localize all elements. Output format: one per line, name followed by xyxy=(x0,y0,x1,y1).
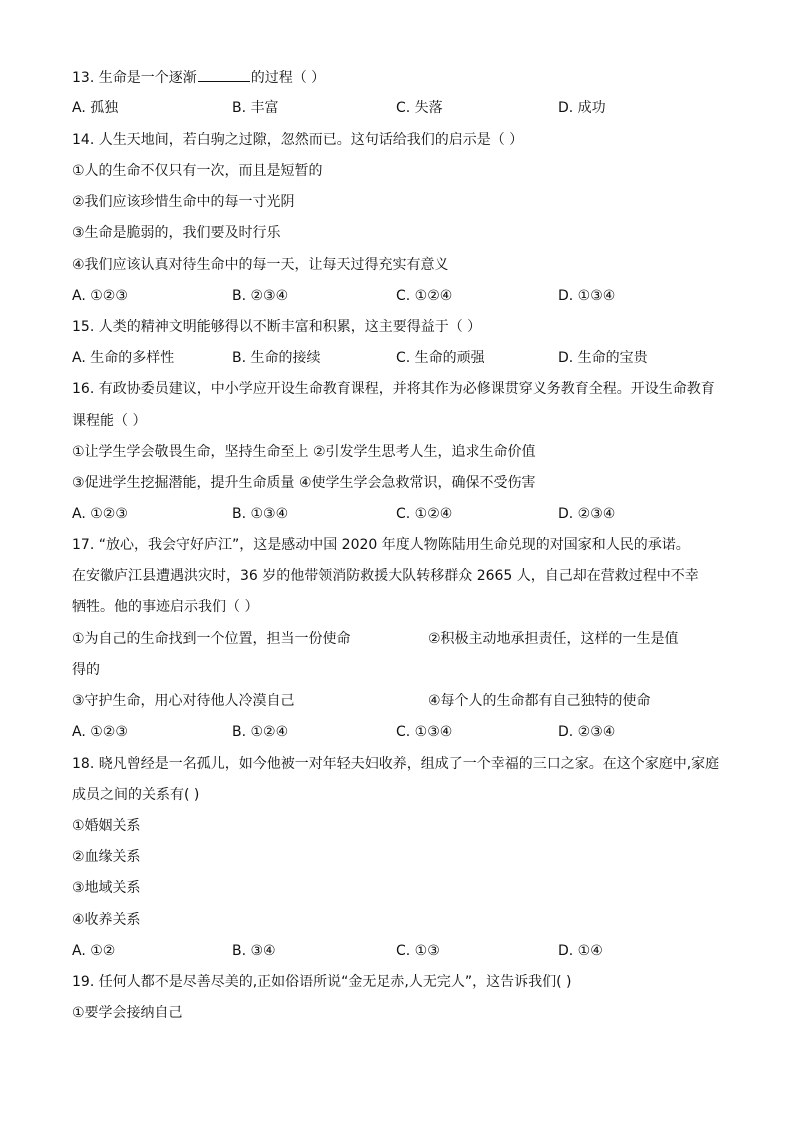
option-b: B. ②③④ xyxy=(232,288,289,304)
statement-item: ①人的生命不仅只有一次，而且是短暂的 xyxy=(72,163,323,179)
statement-item: ③生命是脆弱的，我们要及时行乐 xyxy=(72,225,281,241)
option-c: C. 生命的顽强 xyxy=(396,350,485,366)
option-d: D. ①③④ xyxy=(558,288,616,304)
option-c: C. ①③④ xyxy=(396,724,453,740)
option-a: A. 孤独 xyxy=(72,100,119,116)
statement-item-cont: 得的 xyxy=(72,662,100,678)
statement-item: ④收养关系 xyxy=(72,912,141,928)
option-d: D. ①④ xyxy=(558,943,603,959)
statement-item: ②血缘关系 xyxy=(72,849,141,865)
option-d: D. 生命的宝贵 xyxy=(558,350,648,366)
question-19-stem: 19. 任何人都不是尽善尽美的,正如俗语所说“金无足赤,人无完人”，这告诉我们( ) xyxy=(72,974,572,990)
statement-item: ④每个人的生命都有自己独特的使命 xyxy=(428,693,651,709)
option-b: B. ①③④ xyxy=(232,506,289,522)
option-d: D. ②③④ xyxy=(558,506,616,522)
option-a: A. ①②③ xyxy=(72,506,128,522)
question-14-stem: 14. 人生天地间，若白驹之过隙，忽然而已。这句话给我们的启示是（ ） xyxy=(72,132,524,148)
question-15-stem: 15. 人类的精神文明能够得以不断丰富和积累，这主要得益于（ ） xyxy=(72,319,482,335)
option-a: A. ①②③ xyxy=(72,288,128,304)
option-d: D. 成功 xyxy=(558,100,606,116)
option-c: C. ①②④ xyxy=(396,506,453,522)
option-b: B. 丰富 xyxy=(232,100,279,116)
question-17-stem-cont: 在安徽庐江县遭遇洪灾时，36 岁的他带领消防救援大队转移群众 2665 人，自己却在营救过程中不幸 xyxy=(72,568,699,584)
statement-row: ③促进学生挖掘潜能，提升生命质量 ④使学生学会急救常识，确保不受伤害 xyxy=(72,475,536,491)
question-18-stem-cont: 成员之间的关系有( ) xyxy=(72,787,200,803)
stem-text: 的过程（ ） xyxy=(250,70,326,86)
option-a: A. ①② xyxy=(72,943,116,959)
statement-item: ③守护生命，用心对待他人冷漠自己 xyxy=(72,693,295,709)
option-a: A. 生命的多样性 xyxy=(72,350,175,366)
option-c: C. 失落 xyxy=(396,100,443,116)
question-16-stem: 16. 有政协委员建议，中小学应开设生命教育课程，并将其作为必修课贯穿义务教育全程。开设生命教育 xyxy=(72,381,715,397)
statement-item: ②我们应该珍惜生命中的每一寸光阴 xyxy=(72,194,295,210)
question-13-stem xyxy=(72,67,325,87)
statement-item: ②积极主动地承担责任，这样的一生是值 xyxy=(428,631,679,647)
option-c: C. ①③ xyxy=(396,943,440,959)
statement-item: ④我们应该认真对待生命中的每一天，让每天过得充实有意义 xyxy=(72,257,449,273)
option-a: A. ①②③ xyxy=(72,724,128,740)
statement-row: ①让学生学会敬畏生命，坚持生命至上 ②引发学生思考人生，追求生命价值 xyxy=(72,444,536,460)
option-c: C. ①②④ xyxy=(396,288,453,304)
option-b: B. ①②④ xyxy=(232,724,289,740)
question-17-stem-cont: 牺牲。他的事迹启示我们（ ） xyxy=(72,599,259,615)
statement-item: ①为自己的生命找到一个位置，担当一份使命 xyxy=(72,631,351,647)
option-d: D. ②③④ xyxy=(558,724,616,740)
fill-blank xyxy=(198,67,250,82)
option-b: B. ③④ xyxy=(232,943,276,959)
option-b: B. 生命的接续 xyxy=(232,350,321,366)
statement-item: ①要学会接纳自己 xyxy=(72,1005,183,1021)
question-16-stem-cont: 课程能（ ） xyxy=(72,413,147,429)
stem-text: 13. 生命是一个逐渐 xyxy=(72,70,197,86)
statement-item: ①婚姻关系 xyxy=(72,818,141,834)
statement-item: ③地域关系 xyxy=(72,880,141,896)
question-18-stem: 18. 晓凡曾经是一名孤儿，如今他被一对年轻夫妇收养，组成了一个幸福的三口之家。在这个家庭中,家庭 xyxy=(72,756,720,772)
question-17-stem: 17. “放心，我会守好庐江”，这是感动中国 2020 年度人物陈陆用生命兑现的对国家和人民的承诺。 xyxy=(72,537,690,553)
